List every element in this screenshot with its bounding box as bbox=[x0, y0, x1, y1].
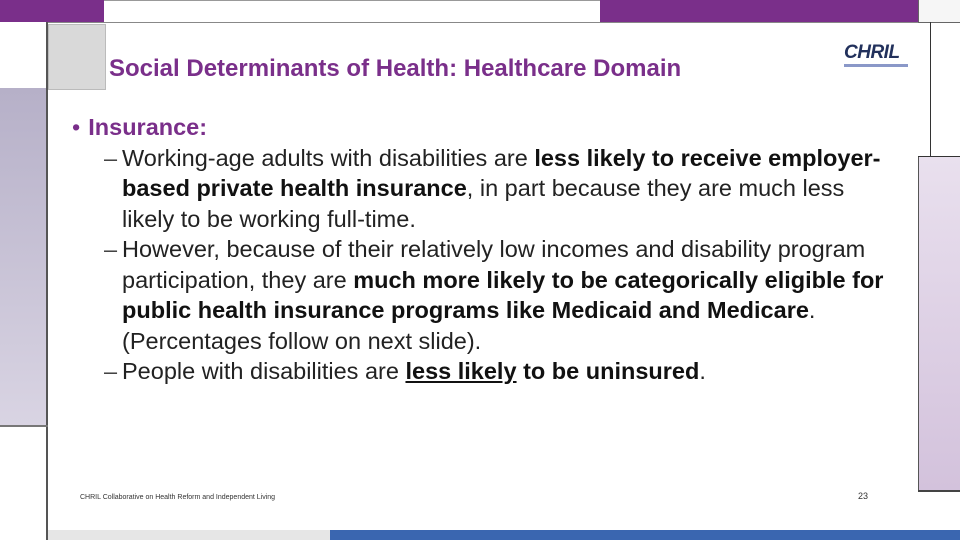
bold-run: much more likely to be categorically eligible for public health insurance programs like Medicaid and Medicare bbox=[122, 266, 884, 323]
sub-bullet-text bbox=[122, 356, 902, 387]
text-run: . (Percentages follow on next slide). bbox=[122, 297, 816, 354]
dash-icon: – bbox=[104, 144, 118, 171]
slide-title: Social Determinants of Health: Healthcare Domain bbox=[109, 55, 682, 82]
left-vertical-rule bbox=[46, 22, 48, 540]
top-right-accent-bar bbox=[600, 0, 918, 22]
slide-body bbox=[72, 112, 902, 387]
text-run: People with disabilities are bbox=[122, 358, 406, 384]
text-run: . bbox=[699, 358, 706, 384]
page-number: 23 bbox=[858, 491, 869, 501]
sub-bullet-text bbox=[122, 234, 902, 356]
sub-bullet-1 bbox=[104, 143, 902, 235]
right-gradient-column bbox=[918, 157, 960, 490]
dash-icon: – bbox=[104, 358, 118, 384]
top-left-grey-box bbox=[48, 24, 106, 90]
left-horizontal-rule bbox=[0, 425, 48, 427]
text-run: , in part because they are much less likely to be working full-time. bbox=[122, 175, 845, 232]
top-divider bbox=[104, 0, 600, 1]
top-left-accent-bar bbox=[0, 0, 104, 22]
top-horizontal-rule bbox=[48, 22, 918, 23]
sub-bullet-text bbox=[122, 143, 902, 235]
text-run: Working-age adults with disabilities are bbox=[122, 144, 535, 171]
text-run: However, because of their relatively low incomes and disability program participation, they are bbox=[122, 236, 866, 293]
corner-box bbox=[918, 0, 960, 23]
heading-text: Insurance: bbox=[88, 114, 208, 140]
bullet-heading bbox=[72, 112, 902, 143]
logo-underline bbox=[844, 64, 908, 67]
sub-bullet-2 bbox=[104, 234, 902, 356]
slide-footer: CHRIL Collaborative on Health Reform and Independent Living bbox=[80, 494, 276, 501]
bottom-blue-bar bbox=[330, 530, 960, 540]
logo-text: CHRIL bbox=[844, 42, 900, 63]
bold-run: less likely to receive employer-based private health insurance bbox=[122, 144, 881, 201]
right-bottom-rule bbox=[918, 490, 960, 492]
sub-bullet-3 bbox=[104, 356, 902, 387]
dash-icon: – bbox=[104, 236, 118, 262]
bullet-icon: • bbox=[72, 114, 81, 140]
bold-run: to be uninsured bbox=[516, 358, 700, 384]
top-right-vertical-rule bbox=[930, 22, 931, 157]
left-gradient-column bbox=[0, 88, 46, 425]
underlined-bold-run: less likely bbox=[405, 358, 517, 384]
chril-logo bbox=[840, 42, 912, 72]
